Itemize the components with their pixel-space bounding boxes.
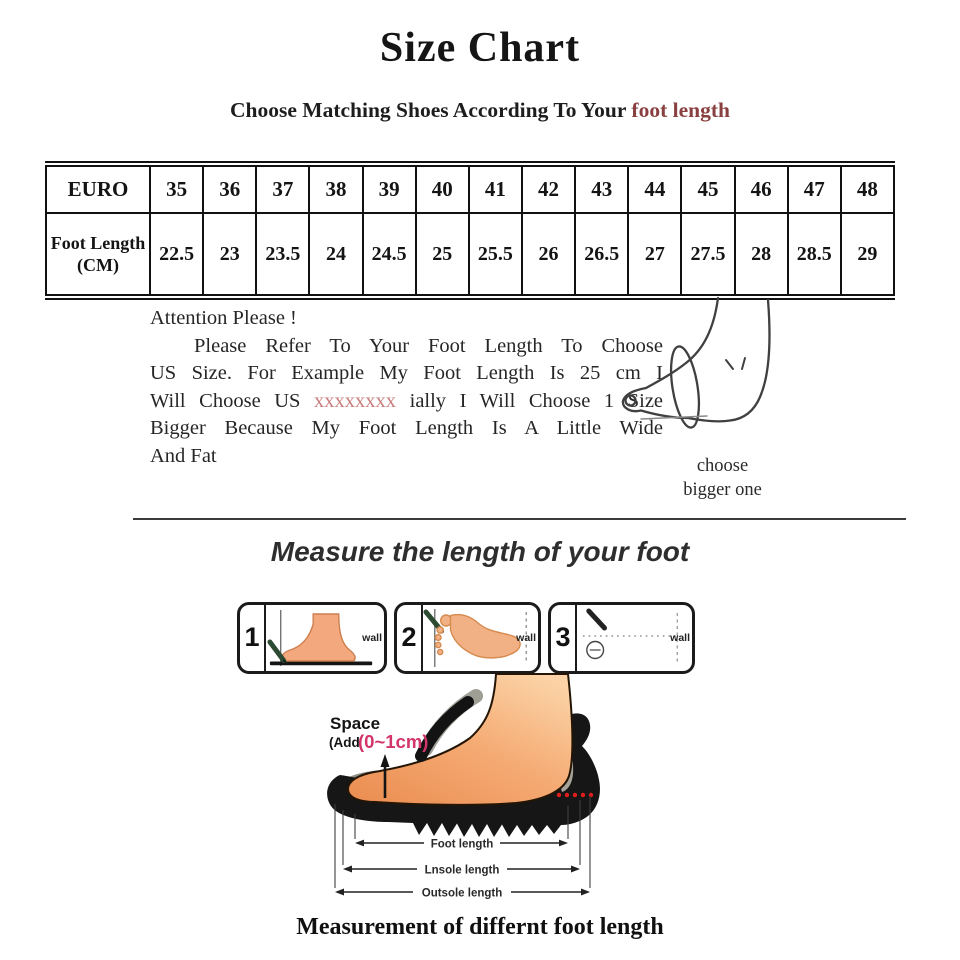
table-row-euro (46, 164, 894, 213)
wall-label: wall (516, 632, 536, 644)
size-cell: 36 (203, 164, 256, 213)
attention-line: Bigger Because My Foot Length Is A Little Wide (150, 417, 663, 439)
size-cell: 43 (575, 164, 628, 213)
measure-section-heading: Measure the length of your foot (270, 536, 690, 567)
size-cell: 40 (416, 164, 469, 213)
length-cell: 28.5 (788, 213, 841, 297)
size-cell: 48 (841, 164, 894, 213)
attention-line (150, 388, 663, 416)
section-divider (133, 518, 906, 520)
attention-text: ially I Will Choose 1 Size (409, 389, 664, 412)
foot-sketch-drawing (608, 288, 793, 433)
subtitle-text: Choose Matching Shoes According To Your (230, 98, 632, 122)
space-range-label: (0~1cm) (358, 731, 429, 752)
size-cell: 39 (363, 164, 416, 213)
length-cell: 27.5 (681, 213, 734, 297)
insole-length-label: Lnsole length (424, 864, 500, 877)
length-cell: 22.5 (150, 213, 203, 297)
length-cell: 28 (735, 213, 788, 297)
size-cell: 35 (150, 164, 203, 213)
foot-length-label: Foot length (430, 838, 494, 851)
length-cell: 24 (309, 213, 362, 297)
size-cell: 44 (628, 164, 681, 213)
size-cell: 37 (256, 164, 309, 213)
measure-steps (237, 602, 695, 674)
size-cell: 47 (788, 164, 841, 213)
diagram-caption: Measurement of differnt foot length (296, 914, 664, 940)
wall-label: wall (362, 632, 382, 644)
table-row-footlength (46, 213, 894, 297)
length-cell: 24.5 (363, 213, 416, 297)
attention-line: And Fat (150, 444, 217, 467)
choose-note-line: choose (696, 456, 749, 476)
redacted-text: xxxxxxxx (314, 389, 397, 412)
size-cell: 42 (522, 164, 575, 213)
space-add-label: (Add (329, 735, 360, 750)
size-cell: 45 (681, 164, 734, 213)
step-number: 1 (240, 605, 266, 671)
attention-line: Please Refer To Your Foot Length To Choose (194, 334, 663, 357)
step-number: 3 (551, 605, 577, 671)
size-cell: 41 (469, 164, 522, 213)
wall-label: wall (670, 632, 690, 644)
length-cell: 23 (203, 213, 256, 297)
attention-note (150, 305, 663, 470)
length-cell: 26 (522, 213, 575, 297)
subtitle (0, 98, 960, 123)
attention-heading: Attention Please ! (150, 307, 297, 329)
choose-note-line: bigger one (683, 480, 762, 500)
length-cell: 23.5 (256, 213, 309, 297)
page-title: Size Chart (379, 25, 581, 71)
length-cell: 25.5 (469, 213, 522, 297)
space-label: Space (330, 714, 381, 733)
length-cell: 26.5 (575, 213, 628, 297)
attention-line: US Size. For Example My Foot Length Is 25 cm I (150, 362, 663, 384)
row-header-footlength: Foot Length (CM) (46, 213, 150, 297)
step-number: 2 (397, 605, 423, 671)
row-header-euro: EURO (46, 164, 150, 213)
space-arrowhead (381, 754, 390, 767)
outsole-length-label: Outsole length (421, 887, 503, 900)
size-table (45, 161, 895, 300)
step-panel-2 (394, 602, 541, 674)
subtitle-highlight: foot length (631, 98, 730, 122)
foot-measurement-diagram (318, 672, 608, 917)
attention-text: Will Choose US (150, 389, 301, 412)
choose-bigger-note (655, 454, 790, 502)
size-cell: 38 (309, 164, 362, 213)
length-cell: 25 (416, 213, 469, 297)
size-cell: 46 (735, 164, 788, 213)
length-cell: 27 (628, 213, 681, 297)
step-panel-1 (237, 602, 387, 674)
length-cell: 29 (841, 213, 894, 297)
step-panel-3 (548, 602, 695, 674)
